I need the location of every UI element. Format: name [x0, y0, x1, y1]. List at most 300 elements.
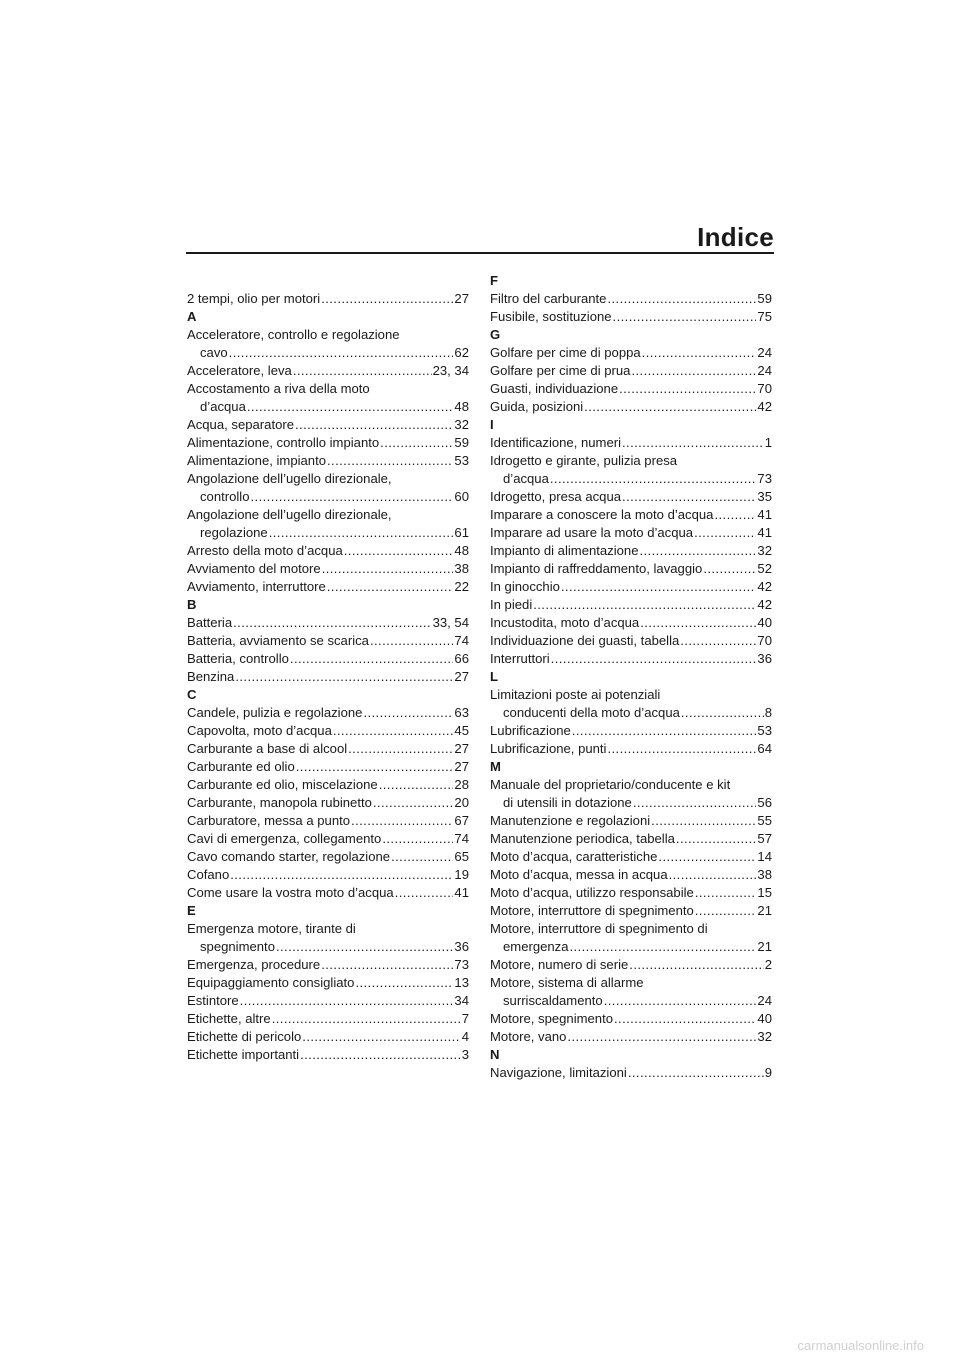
index-entry-text: cavo: [200, 345, 228, 360]
dot-leader: [395, 884, 454, 902]
index-entry-page: 59: [454, 435, 469, 450]
dot-leader: [351, 812, 453, 830]
index-entry: [187, 722, 469, 740]
dot-leader: [373, 794, 454, 812]
index-entry: [490, 1010, 772, 1028]
dot-leader: [640, 614, 756, 632]
dot-leader: [567, 1028, 756, 1046]
index-entry-text: Batteria, controllo: [187, 651, 289, 666]
index-entry-line: [187, 920, 469, 938]
index-letter-heading: [187, 902, 469, 920]
index-entry: [490, 1028, 772, 1046]
index-entry-text: Cavo comando starter, regolazione: [187, 849, 391, 864]
index-entry-text: Alimentazione, impianto: [187, 453, 327, 468]
index-entry-page: 75: [757, 309, 772, 324]
index-entry-page: 70: [757, 381, 772, 396]
dot-leader: [619, 380, 756, 398]
dot-leader: [651, 812, 756, 830]
index-entry-page: 2: [764, 957, 772, 972]
index-entry-text: Motore, sistema di allarme: [490, 975, 644, 990]
dot-leader: [233, 614, 431, 632]
index-entry-page: 40: [757, 615, 772, 630]
index-entry: [187, 740, 469, 758]
index-entry-page: 48: [454, 399, 469, 414]
index-entry: [490, 794, 772, 812]
dot-leader: [272, 1010, 461, 1028]
dot-leader: [614, 1010, 756, 1028]
letter-heading-text: M: [490, 759, 501, 774]
watermark: carmanualsonline.info: [797, 1338, 924, 1353]
index-entry-text: Acqua, separatore: [187, 417, 295, 432]
dot-leader: [703, 560, 756, 578]
dot-leader: [370, 632, 453, 650]
dot-leader: [379, 776, 454, 794]
index-entry-text: d’acqua: [503, 471, 549, 486]
index-entry-page: 56: [757, 795, 772, 810]
index-entry-line: [187, 506, 469, 524]
index-entry-text: Accostamento a riva della moto: [187, 381, 370, 396]
index-entry: [490, 848, 772, 866]
index-entry-page: 73: [757, 471, 772, 486]
index-entry: [187, 884, 469, 902]
dot-leader: [572, 722, 757, 740]
index-entry-text: controllo: [200, 489, 250, 504]
index-entry-text: Filtro del carburante: [490, 291, 607, 306]
index-entry-page: 74: [454, 831, 469, 846]
index-entry: [187, 992, 469, 1010]
dot-leader: [669, 866, 757, 884]
index-entry-page: 64: [757, 741, 772, 756]
index-entry-text: emergenza: [503, 939, 569, 954]
index-entry-page: 36: [757, 651, 772, 666]
index-entry: [187, 362, 469, 380]
index-entry: [490, 596, 772, 614]
index-entry-text: Avviamento del motore: [187, 561, 321, 576]
dot-leader: [229, 344, 454, 362]
dot-leader: [321, 290, 453, 308]
index-entry: [187, 488, 469, 506]
index-entry-text: Motore, vano: [490, 1029, 567, 1044]
index-entry-page: 40: [757, 1011, 772, 1026]
index-entry-page: 38: [454, 561, 469, 576]
index-entry: [490, 866, 772, 884]
index-entry-text: Limitazioni poste ai potenziali: [490, 687, 661, 702]
index-entry-text: Golfare per cime di prua: [490, 363, 631, 378]
index-entry-text: Angolazione dell’ugello direzionale,: [187, 471, 392, 486]
index-entry-text: Cofano: [187, 867, 230, 882]
index-entry-text: Manuale del proprietario/conducente e kit: [490, 777, 731, 792]
index-entry-text: di utensili in dotazione: [503, 795, 632, 810]
index-entry-text: Carburante ed olio, miscelazione: [187, 777, 378, 792]
dot-leader: [631, 362, 756, 380]
index-entry-text: Motore, numero di serie: [490, 957, 629, 972]
index-entry-text: Emergenza motore, tirante di: [187, 921, 356, 936]
index-entry-text: Candele, pulizia e regolazione: [187, 705, 363, 720]
index-entry: [490, 398, 772, 416]
dot-leader: [639, 542, 756, 560]
index-entry: [490, 470, 772, 488]
index-entry-text: Arresto della moto d’acqua: [187, 543, 343, 558]
index-entry-page: 41: [757, 525, 772, 540]
index-entry-page: 57: [757, 831, 772, 846]
dot-leader: [321, 956, 453, 974]
dot-leader: [633, 794, 757, 812]
index-entry: [187, 650, 469, 668]
index-entry-text: Benzina: [187, 669, 235, 684]
index-entry-text: 2 tempi, olio per motori: [187, 291, 321, 306]
index-entry-text: Motore, interruttore di spegnimento: [490, 903, 694, 918]
index-entry: [490, 578, 772, 596]
index-entry-text: Alimentazione, controllo impianto: [187, 435, 380, 450]
dot-leader: [293, 362, 432, 380]
index-entry: [490, 434, 772, 452]
dot-leader: [322, 560, 454, 578]
index-entry: [187, 290, 469, 308]
index-entry-text: Carburante a base di alcool: [187, 741, 348, 756]
dot-leader: [355, 974, 453, 992]
dot-leader: [269, 524, 454, 542]
index-entry: [187, 398, 469, 416]
index-entry-text: Capovolta, moto d’acqua: [187, 723, 332, 738]
index-entry-text: Navigazione, limitazioni: [490, 1065, 627, 1080]
index-entry-page: 32: [757, 543, 772, 558]
index-entry: [490, 704, 772, 722]
index-letter-heading: [490, 668, 772, 686]
index-entry-page: 41: [757, 507, 772, 522]
dot-leader: [607, 740, 756, 758]
index-entry-page: 48: [454, 543, 469, 558]
index-entry-text: Individuazione dei guasti, tabella: [490, 633, 680, 648]
index-entry: [187, 938, 469, 956]
index-entry: [490, 956, 772, 974]
index-entry-text: regolazione: [200, 525, 268, 540]
index-entry-text: Idrogetto e girante, pulizia presa: [490, 453, 678, 468]
index-entry-page: 32: [757, 1029, 772, 1044]
dot-leader: [235, 668, 453, 686]
dot-leader: [533, 596, 756, 614]
index-entry-text: Imparare a conoscere la moto d’acqua: [490, 507, 714, 522]
dot-leader: [695, 902, 757, 920]
index-entry-page: 35: [757, 489, 772, 504]
dot-leader: [290, 650, 454, 668]
dot-leader: [344, 542, 454, 560]
dot-leader: [642, 344, 757, 362]
index-entry-text: Come usare la vostra moto d’acqua: [187, 885, 394, 900]
index-entry: [187, 758, 469, 776]
index-entry-text: Interruttori: [490, 651, 550, 666]
dot-leader: [584, 398, 756, 416]
index-entry-page: 74: [454, 633, 469, 648]
index-entry-page: 24: [757, 363, 772, 378]
index-entry-page: 36: [454, 939, 469, 954]
index-entry: [490, 542, 772, 560]
dot-leader: [681, 704, 764, 722]
index-entry: [187, 956, 469, 974]
dot-leader: [676, 830, 757, 848]
dot-leader: [622, 488, 756, 506]
index-entry: [490, 722, 772, 740]
page-title: Indice: [697, 222, 774, 252]
index-entry-page: 27: [454, 759, 469, 774]
index-letter-heading: [490, 326, 772, 344]
index-entry-page: 42: [757, 579, 772, 594]
index-entry: [187, 704, 469, 722]
index-entry: [490, 524, 772, 542]
index-entry-text: Guida, posizioni: [490, 399, 584, 414]
index-entry-page: 65: [454, 849, 469, 864]
index-entry-page: 62: [454, 345, 469, 360]
index-letter-heading: [490, 758, 772, 776]
index-entry-page: 9: [764, 1065, 772, 1080]
index-entry: [490, 830, 772, 848]
index-letter-heading: [187, 686, 469, 704]
index-letter-heading: [490, 272, 772, 290]
index-entry-text: Etichette di pericolo: [187, 1029, 302, 1044]
letter-heading-text: F: [490, 273, 498, 288]
index-entry-page: 66: [454, 651, 469, 666]
index-entry-text: Carburante, manopola rubinetto: [187, 795, 372, 810]
index-entry: [187, 974, 469, 992]
index-entry-text: Imparare ad usare la moto d’acqua: [490, 525, 694, 540]
dot-leader: [251, 488, 454, 506]
index-entry-text: Impianto di alimentazione: [490, 543, 639, 558]
index-entry: [187, 560, 469, 578]
index-entry-page: 55: [757, 813, 772, 828]
index-entry: [187, 1046, 469, 1064]
index-entry: [490, 506, 772, 524]
dot-leader: [276, 938, 453, 956]
dot-leader: [391, 848, 453, 866]
index-entry-page: 8: [764, 705, 772, 720]
index-entry-page: 1: [764, 435, 772, 450]
index-entry: [490, 902, 772, 920]
index-entry-page: 24: [757, 345, 772, 360]
index-entry-line: [490, 686, 772, 704]
index-entry: [187, 632, 469, 650]
index-entry: [490, 362, 772, 380]
dot-leader: [680, 632, 756, 650]
index-entry-page: 15: [757, 885, 772, 900]
index-entry-page: 13: [454, 975, 469, 990]
index-entry-text: Estintore: [187, 993, 239, 1008]
letter-heading-text: B: [187, 597, 197, 612]
index-entry: [490, 560, 772, 578]
index-entry-line: [490, 452, 772, 470]
dot-leader: [300, 1046, 461, 1064]
index-entry-text: spegnimento: [200, 939, 275, 954]
index-entry: [187, 668, 469, 686]
index-entry-text: Manutenzione e regolazioni: [490, 813, 651, 828]
index-entry-page: 41: [454, 885, 469, 900]
index-column-right: [490, 272, 772, 1082]
index-entry-page: 53: [757, 723, 772, 738]
index-entry-text: Moto d’acqua, caratteristiche: [490, 849, 658, 864]
index-entry-page: 42: [757, 399, 772, 414]
index-entry: [490, 992, 772, 1010]
index-entry: [490, 740, 772, 758]
index-entry: [187, 542, 469, 560]
dot-leader: [302, 1028, 460, 1046]
letter-heading-text: A: [187, 309, 197, 324]
index-entry: [187, 416, 469, 434]
dot-leader: [230, 866, 453, 884]
index-entry-page: 27: [454, 741, 469, 756]
index-entry-page: 45: [454, 723, 469, 738]
index-entry-text: Golfare per cime di poppa: [490, 345, 641, 360]
index-entry-page: 73: [454, 957, 469, 972]
index-entry-text: Fusibile, sostituzione: [490, 309, 612, 324]
index-entry-page: 70: [757, 633, 772, 648]
index-entry: [187, 524, 469, 542]
index-entry: [187, 848, 469, 866]
dot-leader: [550, 470, 757, 488]
index-entry: [187, 830, 469, 848]
dot-leader: [607, 290, 756, 308]
index-entry: [187, 344, 469, 362]
dot-leader: [348, 740, 453, 758]
index-letter-heading: [490, 1046, 772, 1064]
index-entry-text: Cavi di emergenza, collegamento: [187, 831, 382, 846]
index-entry: [187, 578, 469, 596]
index-entry-page: 21: [757, 939, 772, 954]
index-entry-text: Batteria: [187, 615, 233, 630]
index-entry-line: [490, 776, 772, 794]
dot-leader: [247, 398, 454, 416]
index-entry-page: 61: [454, 525, 469, 540]
index-entry-text: Acceleratore, controllo e regolazione: [187, 327, 400, 342]
index-entry-page: 32: [454, 417, 469, 432]
index-entry-page: 21: [757, 903, 772, 918]
index-entry-text: Impianto di raffreddamento, lavaggio: [490, 561, 703, 576]
dot-leader: [333, 722, 454, 740]
index-entry: [490, 488, 772, 506]
index-entry-text: d’acqua: [200, 399, 246, 414]
index-entry-text: Angolazione dell’ugello direzionale,: [187, 507, 392, 522]
index-entry: [490, 380, 772, 398]
dot-leader: [363, 704, 453, 722]
index-entry: [490, 308, 772, 326]
dot-leader: [629, 956, 763, 974]
dot-leader: [327, 452, 453, 470]
index-entry-page: 53: [454, 453, 469, 468]
index-entry-text: Avviamento, interruttore: [187, 579, 326, 594]
index-entry-page: 33, 54: [432, 615, 469, 630]
dot-leader: [296, 758, 454, 776]
index-entry: [187, 1028, 469, 1046]
dot-leader: [622, 434, 764, 452]
dot-leader: [382, 830, 453, 848]
index-entry-text: Guasti, individuazione: [490, 381, 619, 396]
index-entry-text: Emergenza, procedure: [187, 957, 321, 972]
index-entry-text: Motore, interruttore di spegnimento di: [490, 921, 708, 936]
index-entry: [490, 290, 772, 308]
index-entry-text: Batteria, avviamento se scarica: [187, 633, 369, 648]
index-entry-page: 19: [454, 867, 469, 882]
index-entry-page: 52: [757, 561, 772, 576]
index-entry-text: Equipaggiamento consigliato: [187, 975, 355, 990]
index-entry: [490, 614, 772, 632]
index-entry: [187, 1010, 469, 1028]
dot-leader: [658, 848, 756, 866]
index-entry: [490, 344, 772, 362]
index-letter-heading: [490, 416, 772, 434]
dot-leader: [694, 524, 756, 542]
index-entry-text: Identificazione, numeri: [490, 435, 622, 450]
index-entry-page: 20: [454, 795, 469, 810]
dot-leader: [613, 308, 757, 326]
index-entry-line: [187, 380, 469, 398]
index-letter-heading: [187, 308, 469, 326]
dot-leader: [295, 416, 453, 434]
index-entry-page: 22: [454, 579, 469, 594]
dot-leader: [327, 578, 454, 596]
index-entry: [187, 776, 469, 794]
index-entry-text: In ginocchio: [490, 579, 560, 594]
index-entry-text: conducenti della moto d’acqua: [503, 705, 680, 720]
index-entry-line: [490, 974, 772, 992]
index-entry: [187, 794, 469, 812]
index-entry-text: Lubrificazione, punti: [490, 741, 607, 756]
index-entry-text: Etichette, altre: [187, 1011, 271, 1026]
index-entry-text: Etichette importanti: [187, 1047, 300, 1062]
dot-leader: [714, 506, 756, 524]
index-entry-page: 59: [757, 291, 772, 306]
dot-leader: [380, 434, 453, 452]
index-entry-page: 42: [757, 597, 772, 612]
index-entry-page: 34: [454, 993, 469, 1008]
index-entry-line: [187, 470, 469, 488]
dot-leader: [561, 578, 757, 596]
index-column-left: [187, 290, 469, 1064]
index-entry-page: 63: [454, 705, 469, 720]
index-entry-page: 4: [461, 1029, 469, 1044]
dot-leader: [570, 938, 757, 956]
index-entry-text: Moto d’acqua, messa in acqua: [490, 867, 668, 882]
index-entry-line: [490, 920, 772, 938]
index-entry: [490, 938, 772, 956]
index-entry: [490, 1064, 772, 1082]
index-entry-page: 60: [454, 489, 469, 504]
index-entry-text: Manutenzione periodica, tabella: [490, 831, 675, 846]
index-entry: [187, 812, 469, 830]
letter-heading-text: C: [187, 687, 197, 702]
letter-heading-text: I: [490, 417, 494, 432]
index-entry-page: 23, 34: [432, 363, 469, 378]
index-entry-page: 28: [454, 777, 469, 792]
index-entry-page: 27: [454, 669, 469, 684]
index-entry-text: Lubrificazione: [490, 723, 571, 738]
index-entry: [490, 632, 772, 650]
index-entry: [187, 434, 469, 452]
dot-leader: [628, 1064, 764, 1082]
index-entry-text: Moto d’acqua, utilizzo responsabile: [490, 885, 694, 900]
index-entry-page: 24: [757, 993, 772, 1008]
dot-leader: [695, 884, 757, 902]
index-entry-page: 67: [454, 813, 469, 828]
dot-leader: [551, 650, 757, 668]
index-entry-text: Incustodita, moto d’acqua: [490, 615, 640, 630]
index-entry-text: Carburante ed olio: [187, 759, 295, 774]
index-entry-page: 7: [461, 1011, 469, 1026]
index-entry-line: [187, 326, 469, 344]
letter-heading-text: E: [187, 903, 196, 918]
index-letter-heading: [187, 596, 469, 614]
index-entry-page: 14: [757, 849, 772, 864]
header-rule: [186, 252, 774, 254]
index-entry: [187, 452, 469, 470]
index-entry: [187, 866, 469, 884]
index-entry-text: Motore, spegnimento: [490, 1011, 614, 1026]
